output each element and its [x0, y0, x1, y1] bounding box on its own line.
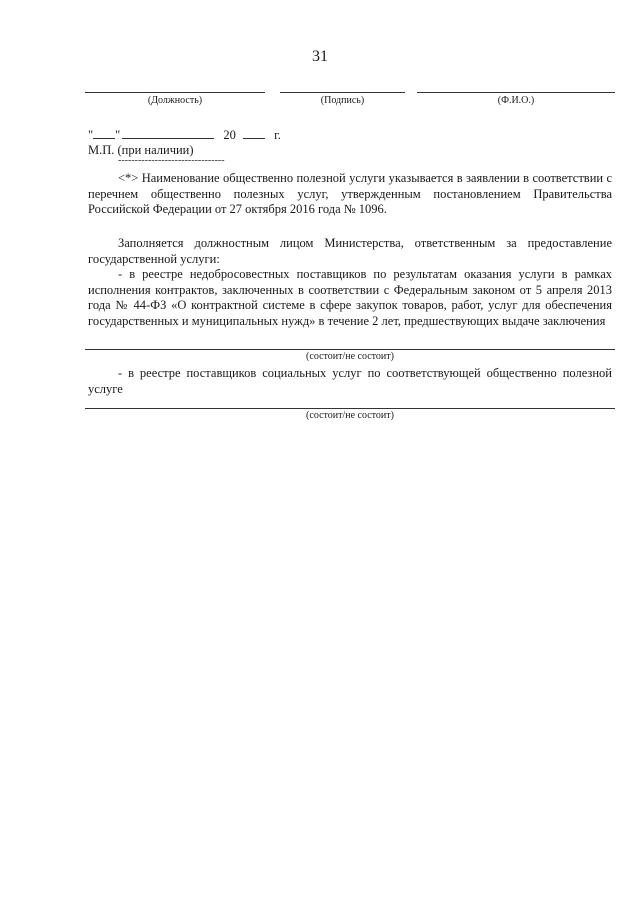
- item2-answer-caption: (состоит/не состоит): [306, 410, 394, 421]
- signature-caption: (Подпись): [320, 95, 365, 106]
- day-blank: [93, 128, 115, 139]
- year-prefix: 20: [223, 128, 236, 142]
- name-line: [417, 92, 615, 93]
- year-suffix: г.: [274, 128, 281, 142]
- footnote-separator: --------------------------------: [118, 155, 225, 166]
- month-blank: [122, 128, 214, 139]
- item-social-registry: - в реестре поставщиков социальных услуг по соответствующей общественно полезной услуге: [88, 366, 612, 396]
- date-quote-open: ": [88, 128, 94, 142]
- page-number: 31: [312, 48, 328, 65]
- signature-field: [280, 92, 405, 116]
- item1-answer-caption: (состоит/не состоит): [306, 351, 394, 362]
- item-unscrupulous-registry: - в реестре недобросовестных поставщиков по результатам оказания услуги в рамках исполнения контрактов, заключенных в соответствии с Федеральным законом от 5 апреля 2013 года № 44-ФЗ «О контрактной системе в сфере закупок товаров, работ, услуг для обеспечения государственных и муниципальных нужд» в течение 2 лет, предшествующих выдаче заключения: [88, 267, 612, 328]
- date-line: [88, 128, 281, 143]
- position-line: [85, 92, 265, 93]
- name-field: [417, 92, 615, 116]
- name-caption: (Ф.И.О.): [497, 95, 535, 106]
- signature-line: [280, 92, 405, 93]
- item2-answer-line: [85, 408, 615, 409]
- footnote-text: <*> Наименование общественно полезной услуги указывается в заявлении в соответствии с перечнем общественно полезных услуг, утвержденным постановлением Правительства Российской Федерации от 27 октября 2016 года № 1096.: [88, 171, 612, 216]
- year-blank: [243, 128, 265, 139]
- fill-note: Заполняется должностным лицом Министерства, ответственным за предоставление государственной услуги:: [88, 236, 612, 266]
- signature-row: [85, 92, 615, 116]
- item1-answer-line: [85, 349, 615, 350]
- stamp-label: М.П. (при наличии): [88, 143, 194, 157]
- position-caption: (Должность): [147, 95, 203, 106]
- position-field: [85, 92, 265, 116]
- date-quote-close: ": [115, 128, 121, 142]
